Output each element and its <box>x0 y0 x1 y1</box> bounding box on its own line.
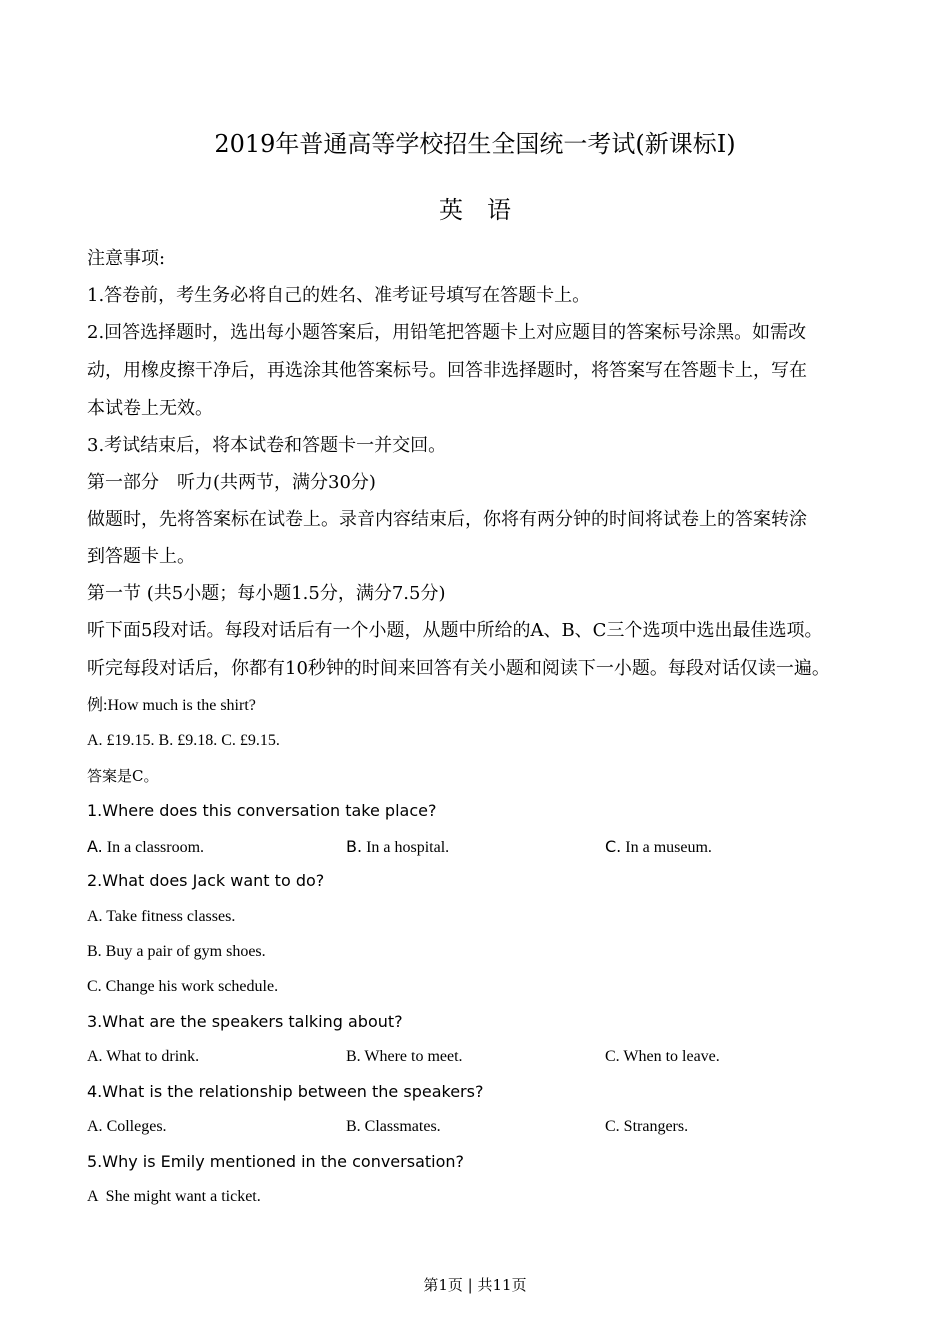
option-2c: C. Change his work schedule. <box>87 978 279 995</box>
option-3b: B. Where to meet. <box>346 1048 463 1065</box>
question-5: 5.Why is Emily mentioned in the conversation? <box>87 1152 465 1171</box>
option-3c: C. When to leave. <box>605 1048 720 1065</box>
note-line: 本试卷上无效。 <box>87 398 213 419</box>
option-2b: B. Buy a pair of gym shoes. <box>87 943 266 960</box>
example-answer: 答案是C。 <box>87 767 159 785</box>
option-5a: A She might want a ticket. <box>87 1188 261 1205</box>
part1-heading: 第一部分 听力(共两节，满分30分) <box>87 472 376 493</box>
option-1a: A. In a classroom. <box>87 837 205 856</box>
option-4b: B. Classmates. <box>346 1118 441 1135</box>
page-footer: 第1页 | 共11页 <box>423 1276 527 1294</box>
option-4a: A. Colleges. <box>87 1118 167 1135</box>
part1-instruction: 到答题卡上。 <box>87 546 195 567</box>
note-line: 动，用橡皮擦干净后，再选涂其他答案标号。回答非选择题时，将答案写在答题卡上，写在 <box>87 360 807 381</box>
option-4c: C. Strangers. <box>605 1118 689 1135</box>
example-options: A. £19.15. B. £9.18. C. £9.15. <box>87 732 280 749</box>
section1-heading: 第一节 (共5小题；每小题1.5分，满分7.5分) <box>87 583 446 604</box>
question-1: 1.Where does this conversation take place? <box>87 801 437 820</box>
question-4: 4.What is the relationship between the speakers? <box>87 1082 484 1101</box>
note-line: 2.回答选择题时，选出每小题答案后，用铅笔把答题卡上对应题目的答案标号涂黑。如需改 <box>87 322 807 343</box>
page-title: 2019年普通高等学校招生全国统一考试(新课标I) <box>214 130 736 158</box>
example-question: 例:How much is the shirt? <box>87 697 256 714</box>
note-line: 1.答卷前，考生务必将自己的姓名、准考证号填写在答题卡上。 <box>87 285 591 306</box>
note-line: 3.考试结束后，将本试卷和答题卡一并交回。 <box>87 435 447 456</box>
section1-instruction: 听下面5段对话。每段对话后有一个小题，从题中所给的A、B、C三个选项中选出最佳选项。 <box>87 620 823 641</box>
option-1b: B. In a hospital. <box>346 837 450 856</box>
option-2a: A. Take fitness classes. <box>87 908 236 925</box>
section1-instruction: 听完每段对话后，你都有10秒钟的时间来回答有关小题和阅读下一小题。每段对话仅读一遍。 <box>87 658 830 679</box>
notes-heading: 注意事项: <box>87 248 166 269</box>
subject-title: 英 语 <box>439 196 511 224</box>
question-3: 3.What are the speakers talking about? <box>87 1012 403 1031</box>
option-1c: C. In a museum. <box>605 837 712 856</box>
question-2: 2.What does Jack want to do? <box>87 871 325 890</box>
part1-instruction: 做题时，先将答案标在试卷上。录音内容结束后，你将有两分钟的时间将试卷上的答案转涂 <box>87 509 807 530</box>
option-3a: A. What to drink. <box>87 1048 200 1065</box>
